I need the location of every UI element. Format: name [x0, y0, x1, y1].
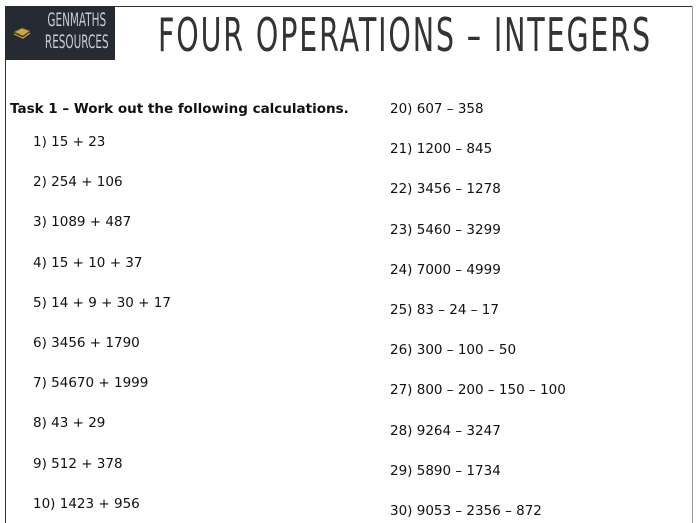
- question-item: 7) 54670 + 1999: [33, 375, 149, 392]
- question-item: 25) 83 – 24 – 17: [390, 302, 499, 318]
- question-item: 21) 1200 – 845: [390, 141, 493, 158]
- question-item: 2) 254 + 106: [33, 174, 123, 191]
- question-item: 23) 5460 – 3299: [390, 221, 501, 238]
- question-item: 20) 607 – 358: [390, 101, 484, 117]
- question-item: 26) 300 – 100 – 50: [390, 342, 517, 359]
- logo-text: [41, 9, 113, 53]
- question-item: 8) 43 + 29: [33, 415, 106, 432]
- question-item: 24) 7000 – 4999: [390, 261, 501, 278]
- question-item: 29) 5890 – 1734: [390, 462, 501, 479]
- genmaths-logo: [5, 6, 115, 60]
- question-item: 3) 1089 + 487: [33, 214, 132, 231]
- question-item: 4) 15 + 10 + 37: [33, 254, 143, 271]
- question-item: 28) 9264 – 3247: [390, 422, 501, 439]
- task-heading: Task 1 – Work out the following calculations.: [10, 101, 349, 117]
- question-item: 1) 15 + 23: [33, 134, 106, 150]
- page-title: FOUR OPERATIONS – INTEGERS: [158, 8, 652, 62]
- frame-border-right: [692, 6, 693, 523]
- question-item: 5) 14 + 9 + 30 + 17: [33, 294, 171, 311]
- question-item: 6) 3456 + 1790: [33, 335, 140, 351]
- frame-border-left: [5, 6, 6, 523]
- question-item: 30) 9053 – 2356 – 872: [390, 503, 542, 519]
- book-stack-icon: [13, 26, 31, 39]
- question-item: 9) 512 + 378: [33, 455, 123, 472]
- logo-line-1: GENMATHS: [47, 9, 107, 31]
- question-item: 22) 3456 – 1278: [390, 181, 501, 198]
- question-item: 27) 800 – 200 – 150 – 100: [390, 382, 566, 399]
- logo-line-2: RESOURCES: [44, 31, 109, 53]
- question-item: 10) 1423 + 956: [33, 495, 140, 512]
